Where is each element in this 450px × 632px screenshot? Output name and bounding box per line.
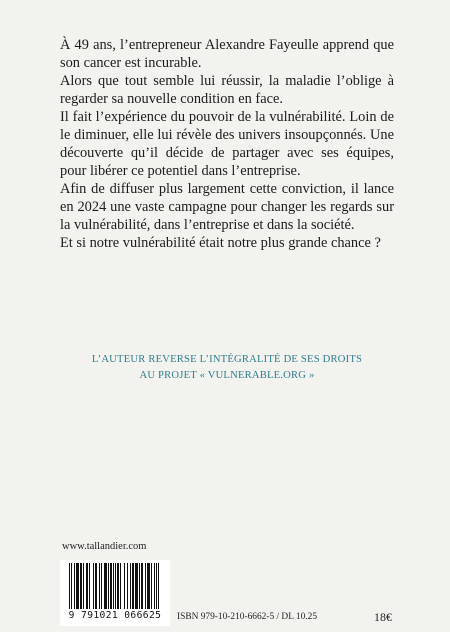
barcode-bar <box>147 563 150 609</box>
barcode-bar <box>115 563 116 609</box>
barcode-bar <box>141 563 143 609</box>
barcode-digits: 9 791021 066625 <box>68 610 162 621</box>
barcode-bar <box>108 563 109 609</box>
barcode-bar <box>135 563 138 609</box>
barcode-bar <box>76 563 79 609</box>
barcode-bar <box>83 563 84 609</box>
barcode-bar <box>154 563 155 609</box>
publisher-website: www.tallandier.com <box>62 541 147 552</box>
barcode-bar <box>156 563 157 609</box>
barcode-bar <box>101 563 102 609</box>
isbn-line: ISBN 979-10-210-6662-5 / DL 10.25 <box>177 612 318 622</box>
blurb-paragraph: Alors que tout semble lui réussir, la maladie l’oblige à regarder sa nouvelle condition en face. <box>60 73 394 107</box>
barcode-bar <box>74 563 75 609</box>
barcode-bar <box>86 563 88 609</box>
blurb-paragraph: Afin de diffuser plus largement cette conviction, il lance en 2024 une vaste campagne pour changer les regards sur la vulnérabilité, dans l’entreprise et dans la société. <box>60 181 394 233</box>
royalties-notice-line: L’AUTEUR REVERSE L’INTÉGRALITÉ DE SES DROITS <box>91 354 363 365</box>
barcode-bar <box>132 563 134 609</box>
barcode-bar <box>110 563 112 609</box>
barcode-bar <box>99 563 100 609</box>
barcode-bar <box>80 563 82 609</box>
barcode <box>60 560 170 626</box>
blurb-paragraph: Et si notre vulnérabilité était notre plus grande chance ? <box>60 235 381 251</box>
royalties-notice-line: AU PROJET « VULNERABLE.ORG » <box>139 370 315 381</box>
barcode-bar <box>113 563 114 609</box>
barcode-bar <box>89 563 90 609</box>
blurb-paragraph: Il fait l’expérience du pouvoir de la vulnérabilité. Loin de le diminuer, elle lui révèle des univers insoupçonnés. Une découverte qu’il décide de partager avec ses équipes, pour libérer ce potentiel dans l’entreprise. <box>60 109 394 179</box>
barcode-bar <box>127 563 128 609</box>
barcode-bar <box>95 563 97 609</box>
back-cover-blurb <box>60 36 394 252</box>
barcode-bar <box>139 563 140 609</box>
price: 18€ <box>374 610 392 624</box>
barcode-bar <box>151 563 152 609</box>
barcode-bar <box>71 563 72 609</box>
barcode-bar <box>69 563 70 609</box>
barcode-bar <box>117 563 119 609</box>
barcode-bar <box>93 563 94 609</box>
royalties-notice <box>60 352 394 384</box>
barcode-bar <box>158 563 159 609</box>
blurb-paragraph: À 49 ans, l’entrepreneur Alexandre Fayeulle apprend que son cancer est incurable. <box>60 37 394 71</box>
barcode-bar <box>120 563 121 609</box>
barcode-bar <box>130 563 131 609</box>
barcode-bar <box>145 563 146 609</box>
barcode-bar <box>124 563 125 609</box>
barcode-bars <box>68 563 162 609</box>
barcode-bar <box>104 563 107 609</box>
